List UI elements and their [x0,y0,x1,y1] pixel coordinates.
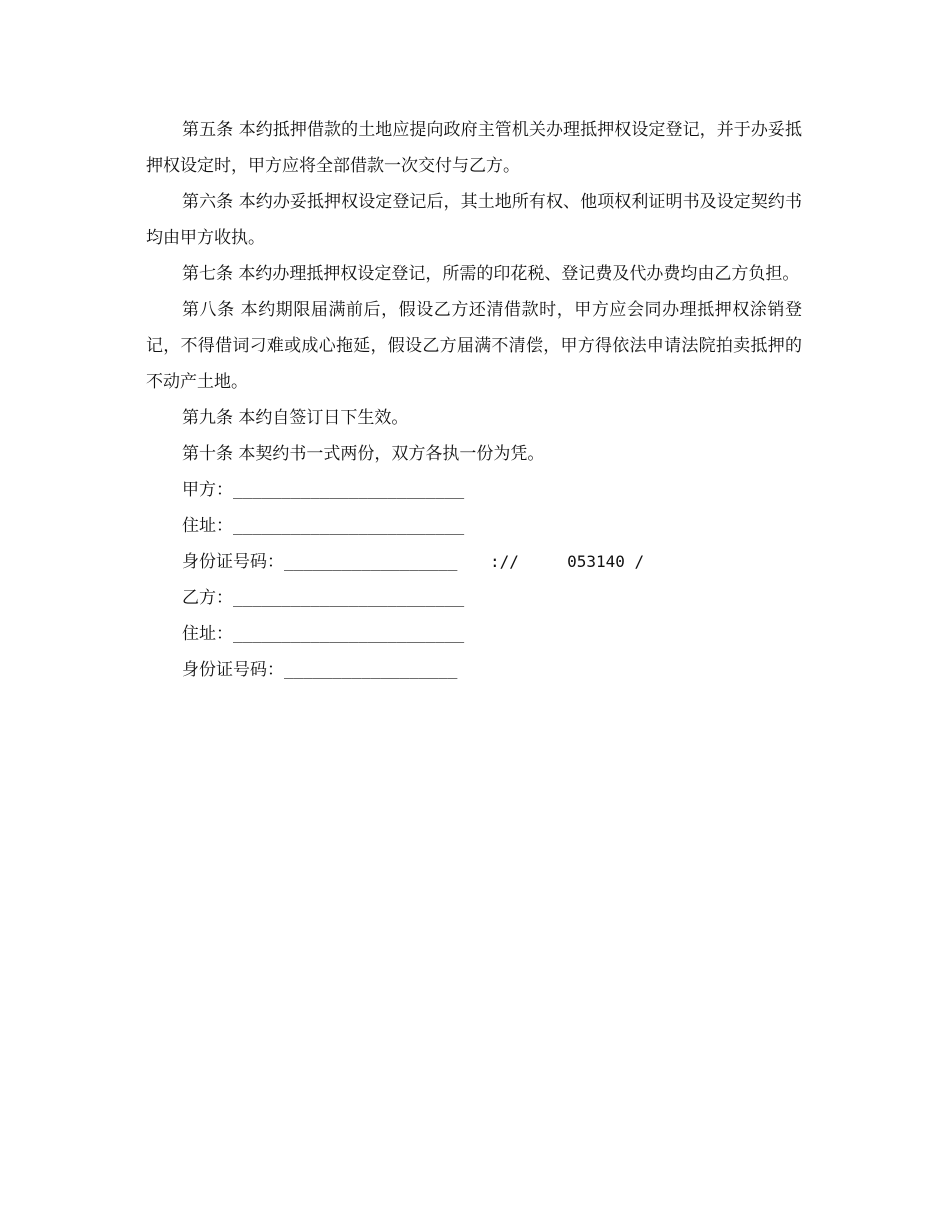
party-a-address-field [146,508,802,544]
article-6: 第六条 本约办妥抵押权设定登记后，其土地所有权、他项权利证明书及设定契约书均由甲方收执。 [146,192,802,248]
party-b-id-label: 身份证号码： [182,660,284,680]
party-a-id-label: 身份证号码： [182,552,284,572]
article-9: 第九条 本约自签订日下生效。 [182,408,409,428]
article-7: 第七条 本约办理抵押权设定登记，所需的印花税、登记费及代办费均由乙方负担。 [182,264,800,284]
party-a-address-blank: ________________________ [233,516,465,535]
party-b-id-blank: __________________ [284,660,458,679]
party-a-address-label: 住址： [182,516,233,536]
party-b-address-label: 住址： [182,624,233,644]
inline-note: :// 053140 / [490,552,645,571]
article-5: 第五条 本约抵押借款的土地应提向政府主管机关办理抵押权设定登记，并于办妥抵押权设定时，甲方应将全部借款一次交付与乙方。 [146,120,802,176]
party-b-id-field [146,652,802,688]
party-b-address-blank: ________________________ [233,624,465,643]
party-a-name-blank: ________________________ [233,480,465,499]
party-a-name-field [146,472,802,508]
party-a-id-blank: __________________ [284,552,458,571]
party-b-name-field [146,580,802,616]
article-10: 第十条 本契约书一式两份，双方各执一份为凭。 [182,444,545,464]
party-a-name-label: 甲方： [182,480,233,500]
contract-body [146,112,802,688]
article-8: 第八条 本约期限届满前后，假设乙方还清借款时，甲方应会同办理抵押权涂销登记，不得借词刁难或成心拖延，假设乙方届满不清偿，甲方得依法申请法院拍卖抵押的不动产土地。 [146,300,802,392]
party-b-address-field [146,616,802,652]
party-b-name-label: 乙方： [182,588,233,608]
party-b-name-blank: ________________________ [233,588,465,607]
party-a-id-field [146,544,802,580]
